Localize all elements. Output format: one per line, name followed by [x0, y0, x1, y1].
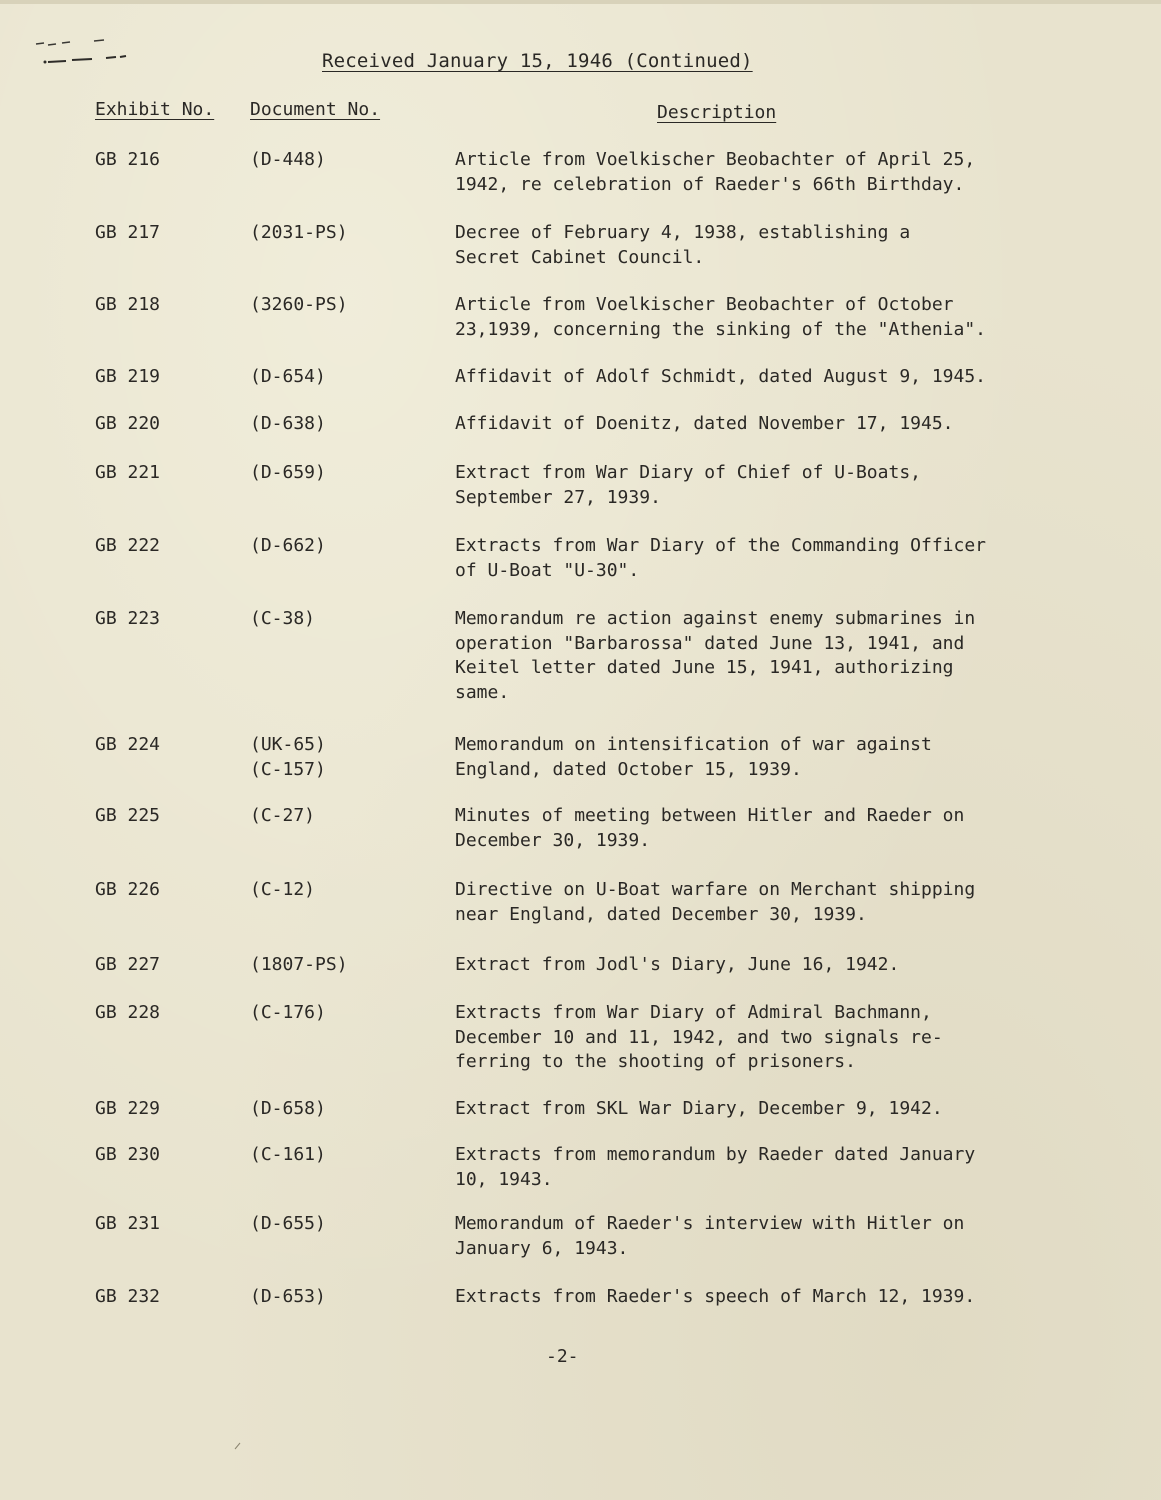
description-line: Memorandum re action against enemy submarines in: [455, 608, 976, 629]
description: [455, 878, 1065, 927]
description: [455, 148, 1065, 197]
description-line: Article from Voelkischer Beobachter of April 25,: [455, 149, 976, 170]
description: [455, 953, 1065, 978]
exhibit-number: GB 229: [95, 1098, 161, 1119]
exhibit-number: GB 223: [95, 608, 161, 629]
document-numbers: [250, 953, 348, 978]
description-line: Extracts from War Diary of Admiral Bachmann,: [455, 1002, 932, 1023]
document-numbers: [250, 293, 348, 318]
corner-pencil-marks: [34, 38, 134, 68]
document-numbers: [250, 1285, 326, 1310]
description: [455, 1285, 1065, 1310]
exhibit-number: GB 224: [95, 734, 161, 755]
document-numbers: [250, 1001, 326, 1026]
description-line: Extract from Jodl's Diary, June 16, 1942.: [455, 954, 900, 975]
exhibit-number: GB 232: [95, 1286, 161, 1307]
document-numbers: [250, 148, 326, 173]
document-number: (D-448): [250, 149, 326, 170]
document-numbers: [250, 534, 326, 559]
document-numbers: [250, 607, 315, 632]
exhibit-number: GB 216: [95, 149, 161, 170]
document-number: (3260-PS): [250, 294, 348, 315]
exhibit-number: GB 231: [95, 1213, 161, 1234]
document-number: (C-27): [250, 805, 316, 826]
description: [455, 221, 1065, 270]
description-line: Extracts from Raeder's speech of March 12, 1939.: [455, 1286, 976, 1307]
description-line: of U-Boat "U-30".: [455, 559, 640, 581]
description: [455, 1097, 1065, 1122]
stray-pen-mark: [234, 1440, 244, 1450]
description: [455, 607, 1065, 705]
document-number: (C-157): [250, 758, 326, 780]
document-number: (C-176): [250, 1002, 326, 1023]
description-line: Affidavit of Doenitz, dated November 17, 1945.: [455, 413, 954, 434]
description: [455, 365, 1065, 390]
document-numbers: [250, 461, 326, 486]
document-number: (D-655): [250, 1213, 326, 1234]
description-line: Minutes of meeting between Hitler and Raeder on: [455, 805, 965, 826]
document-number: (C-161): [250, 1144, 326, 1165]
description-line: Extract from War Diary of Chief of U-Boats,: [455, 462, 921, 483]
exhibit-number: GB 228: [95, 1002, 161, 1023]
description-line: Affidavit of Adolf Schmidt, dated August 9, 1945.: [455, 366, 987, 387]
description-line: Decree of February 4, 1938, establishing a: [455, 222, 911, 243]
description-line: September 27, 1939.: [455, 486, 661, 508]
description-line: Extracts from War Diary of the Commanding Officer: [455, 535, 987, 556]
document-numbers: [250, 412, 326, 437]
exhibit-number: GB 221: [95, 462, 161, 483]
description: [455, 1212, 1065, 1261]
description-line: operation "Barbarossa" dated June 13, 1941, and: [455, 632, 965, 654]
description: [455, 412, 1065, 437]
description-line: Directive on U-Boat warfare on Merchant shipping: [455, 879, 976, 900]
page-number: -2-: [546, 1346, 579, 1367]
description: [455, 461, 1065, 510]
exhibit-number: GB 222: [95, 535, 161, 556]
description: [455, 534, 1065, 583]
description-line: ferring to the shooting of prisoners.: [455, 1051, 856, 1072]
exhibit-number: GB 230: [95, 1144, 161, 1165]
description: [455, 1143, 1065, 1192]
exhibit-number: GB 218: [95, 294, 161, 315]
description-line: Article from Voelkischer Beobachter of October: [455, 294, 954, 315]
description-line: Memorandum of Raeder's interview with Hitler on: [455, 1213, 965, 1234]
document-number: (D-638): [250, 413, 326, 434]
description: [455, 293, 1065, 342]
document-numbers: [250, 1212, 326, 1237]
description-line: same.: [455, 681, 510, 703]
description-line: January 6, 1943.: [455, 1237, 629, 1259]
document-number: (D-662): [250, 535, 326, 556]
description-line: Secret Cabinet Council.: [455, 246, 705, 268]
exhibit-number: GB 226: [95, 879, 161, 900]
description-line: Memorandum on intensification of war against: [455, 734, 932, 755]
description-line: 10, 1943.: [455, 1168, 553, 1190]
document-number: (2031-PS): [250, 222, 348, 243]
document-number: (D-654): [250, 366, 326, 387]
column-header-exhibit: Exhibit No.: [95, 99, 215, 120]
document-numbers: [250, 878, 315, 903]
description-line: near England, dated December 30, 1939.: [455, 903, 867, 925]
column-header-description: Description: [657, 102, 777, 123]
document-numbers: [250, 221, 348, 246]
exhibit-number: GB 220: [95, 413, 161, 434]
page-top-edge: [0, 0, 1161, 4]
document-numbers: [250, 733, 326, 782]
document-number: (D-653): [250, 1286, 326, 1307]
description-line: Keitel letter dated June 15, 1941, authorizing: [455, 657, 954, 678]
description-line: December 10 and 11, 1942, and two signals re-: [455, 1026, 943, 1048]
description-line: 1942, re celebration of Raeder's 66th Birthday.: [455, 173, 965, 195]
description: [455, 733, 1065, 782]
document-numbers: [250, 365, 326, 390]
document-numbers: [250, 1097, 326, 1122]
description-line: Extract from SKL War Diary, December 9, 1942.: [455, 1098, 943, 1119]
exhibit-number: GB 219: [95, 366, 161, 387]
column-header-document: Document No.: [250, 99, 381, 120]
document-number: (C-38): [250, 608, 316, 629]
document-numbers: [250, 1143, 326, 1168]
exhibit-number: GB 227: [95, 954, 161, 975]
description-line: December 30, 1939.: [455, 829, 651, 851]
description: [455, 1001, 1065, 1075]
document-number: (C-12): [250, 879, 316, 900]
description-line: 23,1939, concerning the sinking of the "Athenia".: [455, 318, 987, 340]
exhibit-number: GB 225: [95, 805, 161, 826]
document-number: (D-658): [250, 1098, 326, 1119]
description-line: Extracts from memorandum by Raeder dated January: [455, 1144, 976, 1165]
document-numbers: [250, 804, 315, 829]
exhibit-number: GB 217: [95, 222, 161, 243]
description: [455, 804, 1065, 853]
document-number: (UK-65): [250, 734, 326, 755]
document-number: (1807-PS): [250, 954, 348, 975]
description-line: England, dated October 15, 1939.: [455, 758, 802, 780]
page-title: Received January 15, 1946 (Continued): [322, 50, 753, 72]
document-number: (D-659): [250, 462, 326, 483]
